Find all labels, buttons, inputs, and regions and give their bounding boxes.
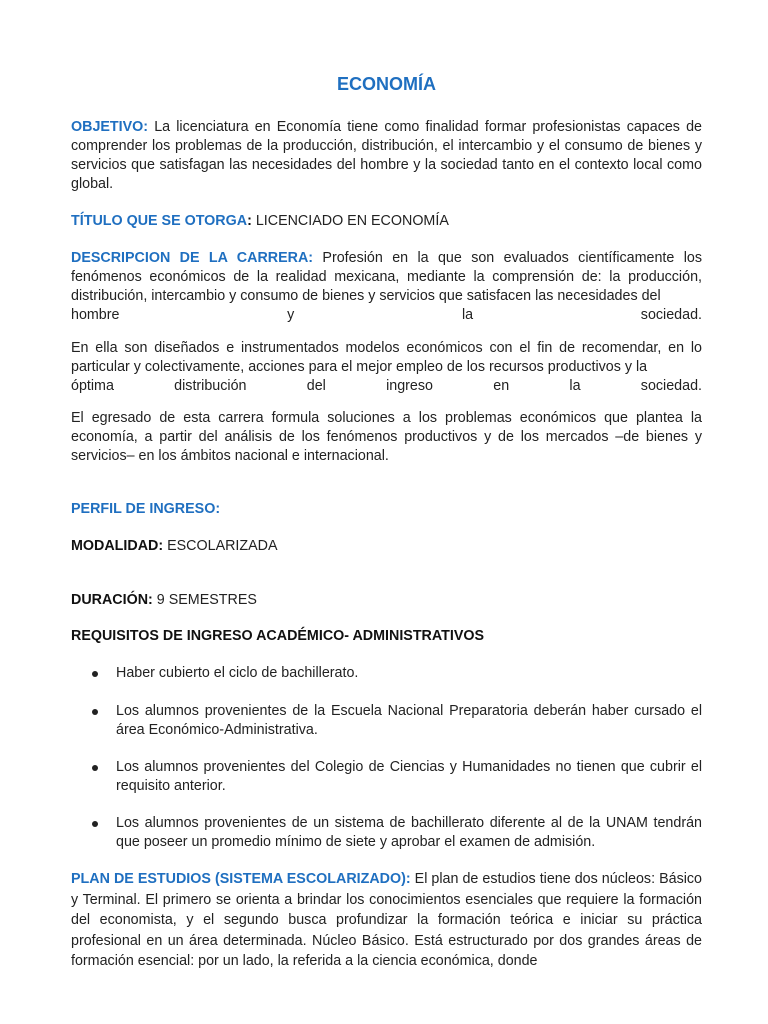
page-title: ECONOMÍA	[337, 74, 436, 94]
duracion-label: DURACIÓN:	[71, 592, 153, 608]
descripcion-text: Profesión en la que son evaluados científicamente los fenómenos económicos de la realidad mexicana, mediante la comprensión de: la producción, distribución, intercambio y consumo de bienes y servicios que satisfacen las necesidades del	[71, 250, 702, 304]
plan-label: PLAN DE ESTUDIOS (SISTEMA ESCOLARIZADO):	[71, 871, 411, 887]
plan-paragraph	[71, 869, 702, 972]
ella-paragraph	[71, 339, 702, 396]
list-item-text: Los alumnos provenientes de un sistema de bachillerato diferente al de la UNAM tendrán que poseer un promedio mínimo de siete y aprobar el examen de admisión.	[116, 815, 702, 850]
modalidad-label: MODALIDAD:	[71, 538, 164, 554]
titulo-value: LICENCIADO EN ECONOMÍA	[251, 213, 449, 229]
titulo-label: TÍTULO QUE SE OTORGA	[71, 213, 248, 229]
bullet-icon	[92, 821, 98, 827]
titulo-colon: :	[247, 213, 252, 229]
list-item-text: Haber cubierto el ciclo de bachillerato.	[116, 665, 359, 681]
objetivo-paragraph	[71, 118, 702, 194]
ella-last-line: óptima distribución del ingreso en la sociedad.	[71, 378, 702, 394]
descripcion-label: DESCRIPCION DE LA CARRERA:	[71, 250, 314, 266]
ella-text: En ella son diseñados e instrumentados modelos económicos con el fin de recomendar, en lo particular y colectivamente, acciones para el mejor empleo de los recursos productivos y la	[71, 340, 702, 375]
plan-text: El plan de estudios tiene dos núcleos: Básico y Terminal. El primero se orienta a brindar los conocimientos esenciales que requiere la formación del economista, y el segundo busca profundizar la formación teórica e iniciar su práctica profesional en un área determinada. Núcleo Básico. Está estructurado por dos grandes áreas de formación esencial: por un lado, la referida a la ciencia económica, donde	[71, 871, 702, 969]
descripcion-last-line: hombre y la sociedad.	[71, 307, 702, 323]
list-item-text: Los alumnos provenientes del Colegio de Ciencias y Humanidades no tienen que cubrir el requisito anterior.	[116, 759, 702, 794]
titulo-paragraph	[71, 212, 702, 231]
list-item	[71, 702, 702, 740]
requisitos-heading: REQUISITOS DE INGRESO ACADÉMICO- ADMINISTRATIVOS	[71, 628, 485, 644]
descripcion-paragraph	[71, 249, 702, 325]
bullet-icon	[92, 709, 98, 715]
list-item-text: Los alumnos provenientes de la Escuela Nacional Preparatoria deberán haber cursado el área Económico-Administrativa.	[116, 703, 702, 738]
duracion-line	[71, 591, 702, 610]
perfil-heading: PERFIL DE INGRESO:	[71, 501, 221, 517]
requisitos-list	[71, 664, 702, 852]
bullet-icon	[92, 765, 98, 771]
bullet-icon	[92, 671, 98, 677]
list-item	[71, 814, 702, 852]
list-item	[71, 758, 702, 796]
objetivo-text: La licenciatura en Economía tiene como finalidad formar profesionistas capaces de comprender los problemas de la producción, distribución, el intercambio y el consumo de bienes y servicios que satisfagan las necesidades del hombre y la sociedad tanto en el contexto local como global.	[71, 119, 702, 192]
list-item	[71, 664, 702, 683]
duracion-value: 9 SEMESTRES	[152, 592, 257, 608]
egresado-paragraph: El egresado de esta carrera formula soluciones a los problemas económicos que plantea la economía, a partir del análisis de los fenómenos productivos y de los mercados –de bienes y servicios– en los ámbitos nacional e internacional.	[71, 410, 702, 464]
objetivo-label: OBJETIVO:	[71, 119, 149, 135]
modalidad-line	[71, 537, 702, 556]
modalidad-value: ESCOLARIZADA	[163, 538, 278, 554]
